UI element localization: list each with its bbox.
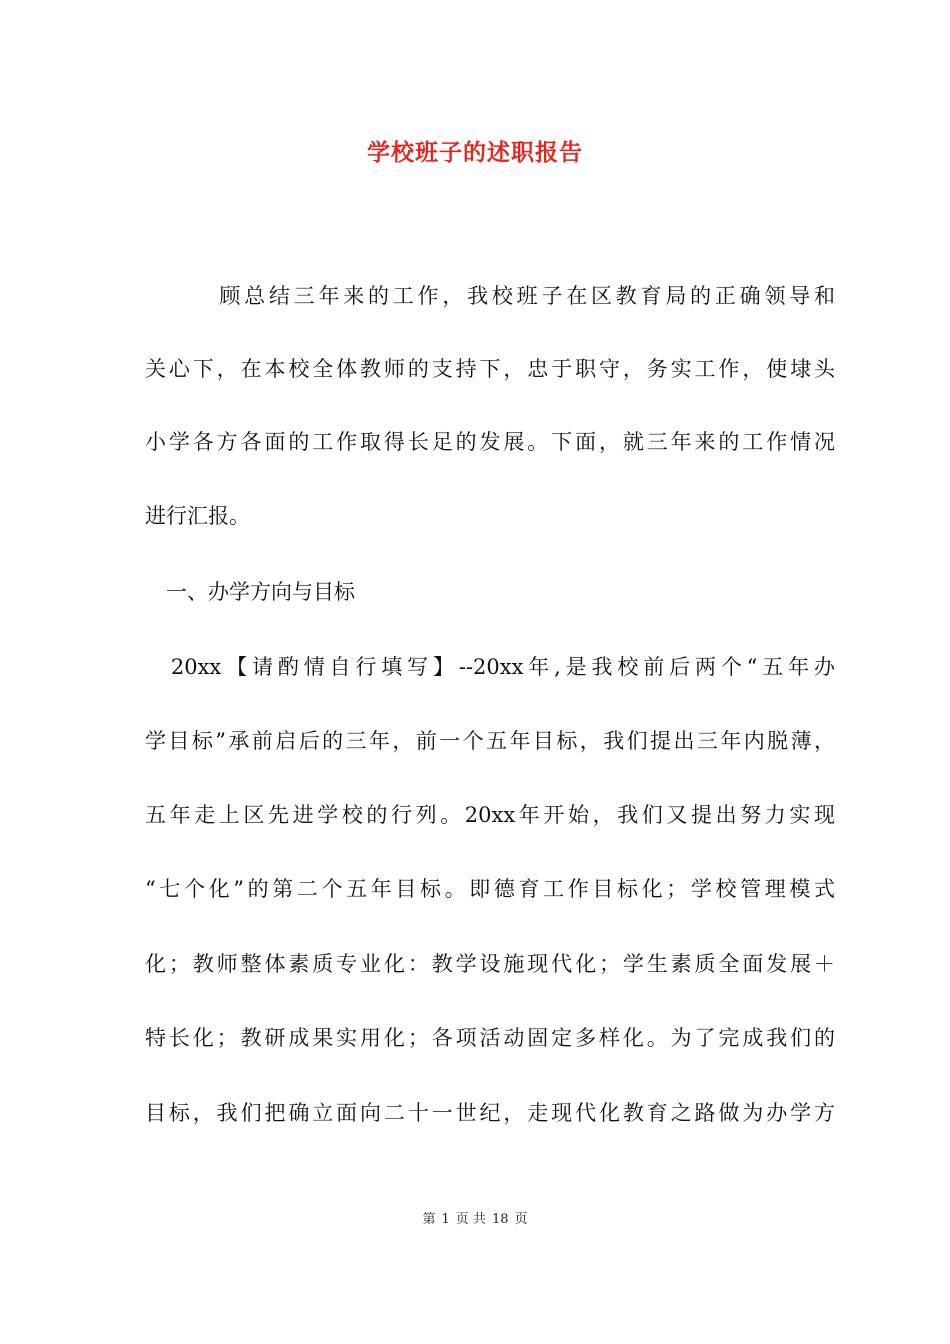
document-title: 学校班子的述职报告 xyxy=(367,139,583,166)
footer-page-number: 1 xyxy=(441,1212,450,1227)
body-line: 五年走上区先进学校的行列。20xx年开始，我们又提出努力实现 xyxy=(145,803,835,827)
body-line: 20xx【请酌情自行填写】--20xx年,是我校前后两个“五年办 xyxy=(145,655,835,679)
body-line: 进行汇报。 xyxy=(145,504,250,528)
body-line: 关心下，在本校全体教师的支持下，忠于职守，务实工作，使埭头 xyxy=(145,357,835,381)
footer-total-pages: 18 xyxy=(491,1212,509,1227)
body-line: 小学各方各面的工作取得长足的发展。下面，就三年来的工作情况 xyxy=(145,430,835,454)
footer-suffix: 页 xyxy=(514,1212,528,1227)
footer-middle: 页 共 xyxy=(455,1212,486,1227)
page-footer xyxy=(0,1208,950,1227)
body-line: 化；教师整体素质专业化：教学设施现代化；学生素质全面发展＋ xyxy=(145,952,835,976)
body-line: 目标，我们把确立面向二十一世纪，走现代化教育之路做为办学方 xyxy=(145,1101,835,1125)
body-line: 顾总结三年来的工作，我校班子在区教育局的正确领导和 xyxy=(145,284,835,308)
body-line: 学目标”承前启后的三年，前一个五年目标，我们提出三年内脱薄， xyxy=(145,729,835,753)
footer-prefix: 第 xyxy=(422,1212,436,1227)
body-line: “七个化”的第二个五年目标。即德育工作目标化；学校管理模式 xyxy=(145,877,835,901)
section-heading: 一、办学方向与目标 xyxy=(145,580,355,604)
body-line: 特长化；教研成果实用化；各项活动固定多样化。为了完成我们的 xyxy=(145,1026,835,1050)
